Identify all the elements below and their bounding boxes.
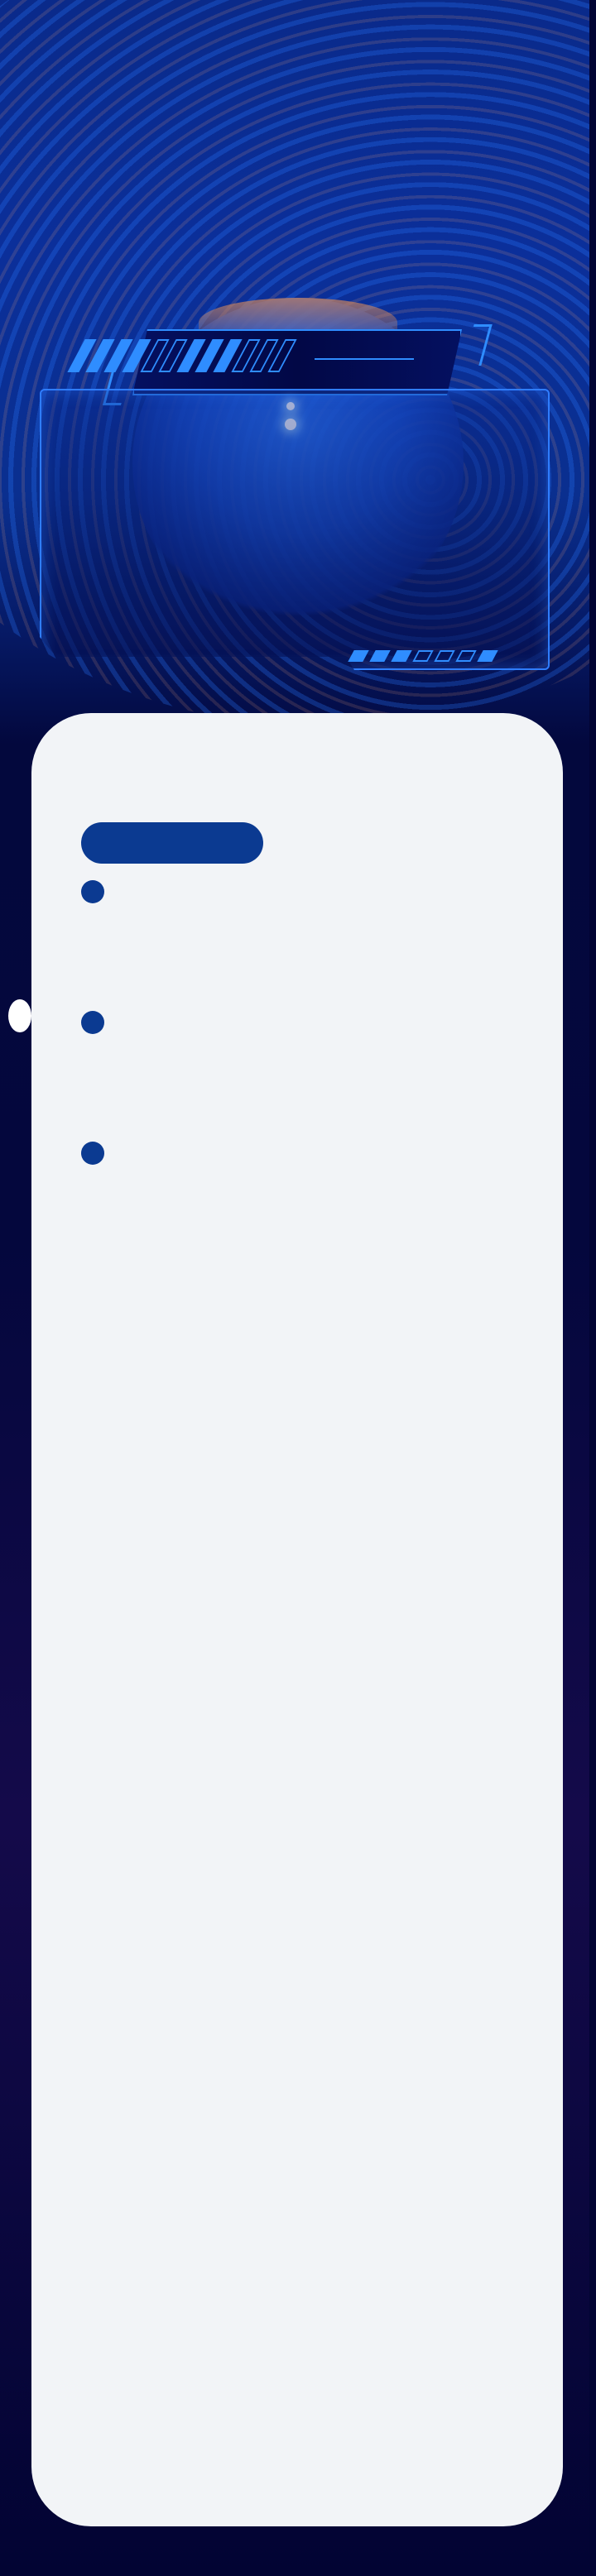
number-badge [81,1142,104,1165]
side-marker [8,999,31,1032]
stripe-decoration-top [76,339,288,372]
divider-line [315,358,414,360]
content-card [31,713,563,2526]
intro-frame [40,389,550,670]
stripe-decoration-bottom [351,650,495,662]
section-heading [81,822,263,864]
number-badge [81,880,104,903]
number-badge [81,1011,104,1034]
